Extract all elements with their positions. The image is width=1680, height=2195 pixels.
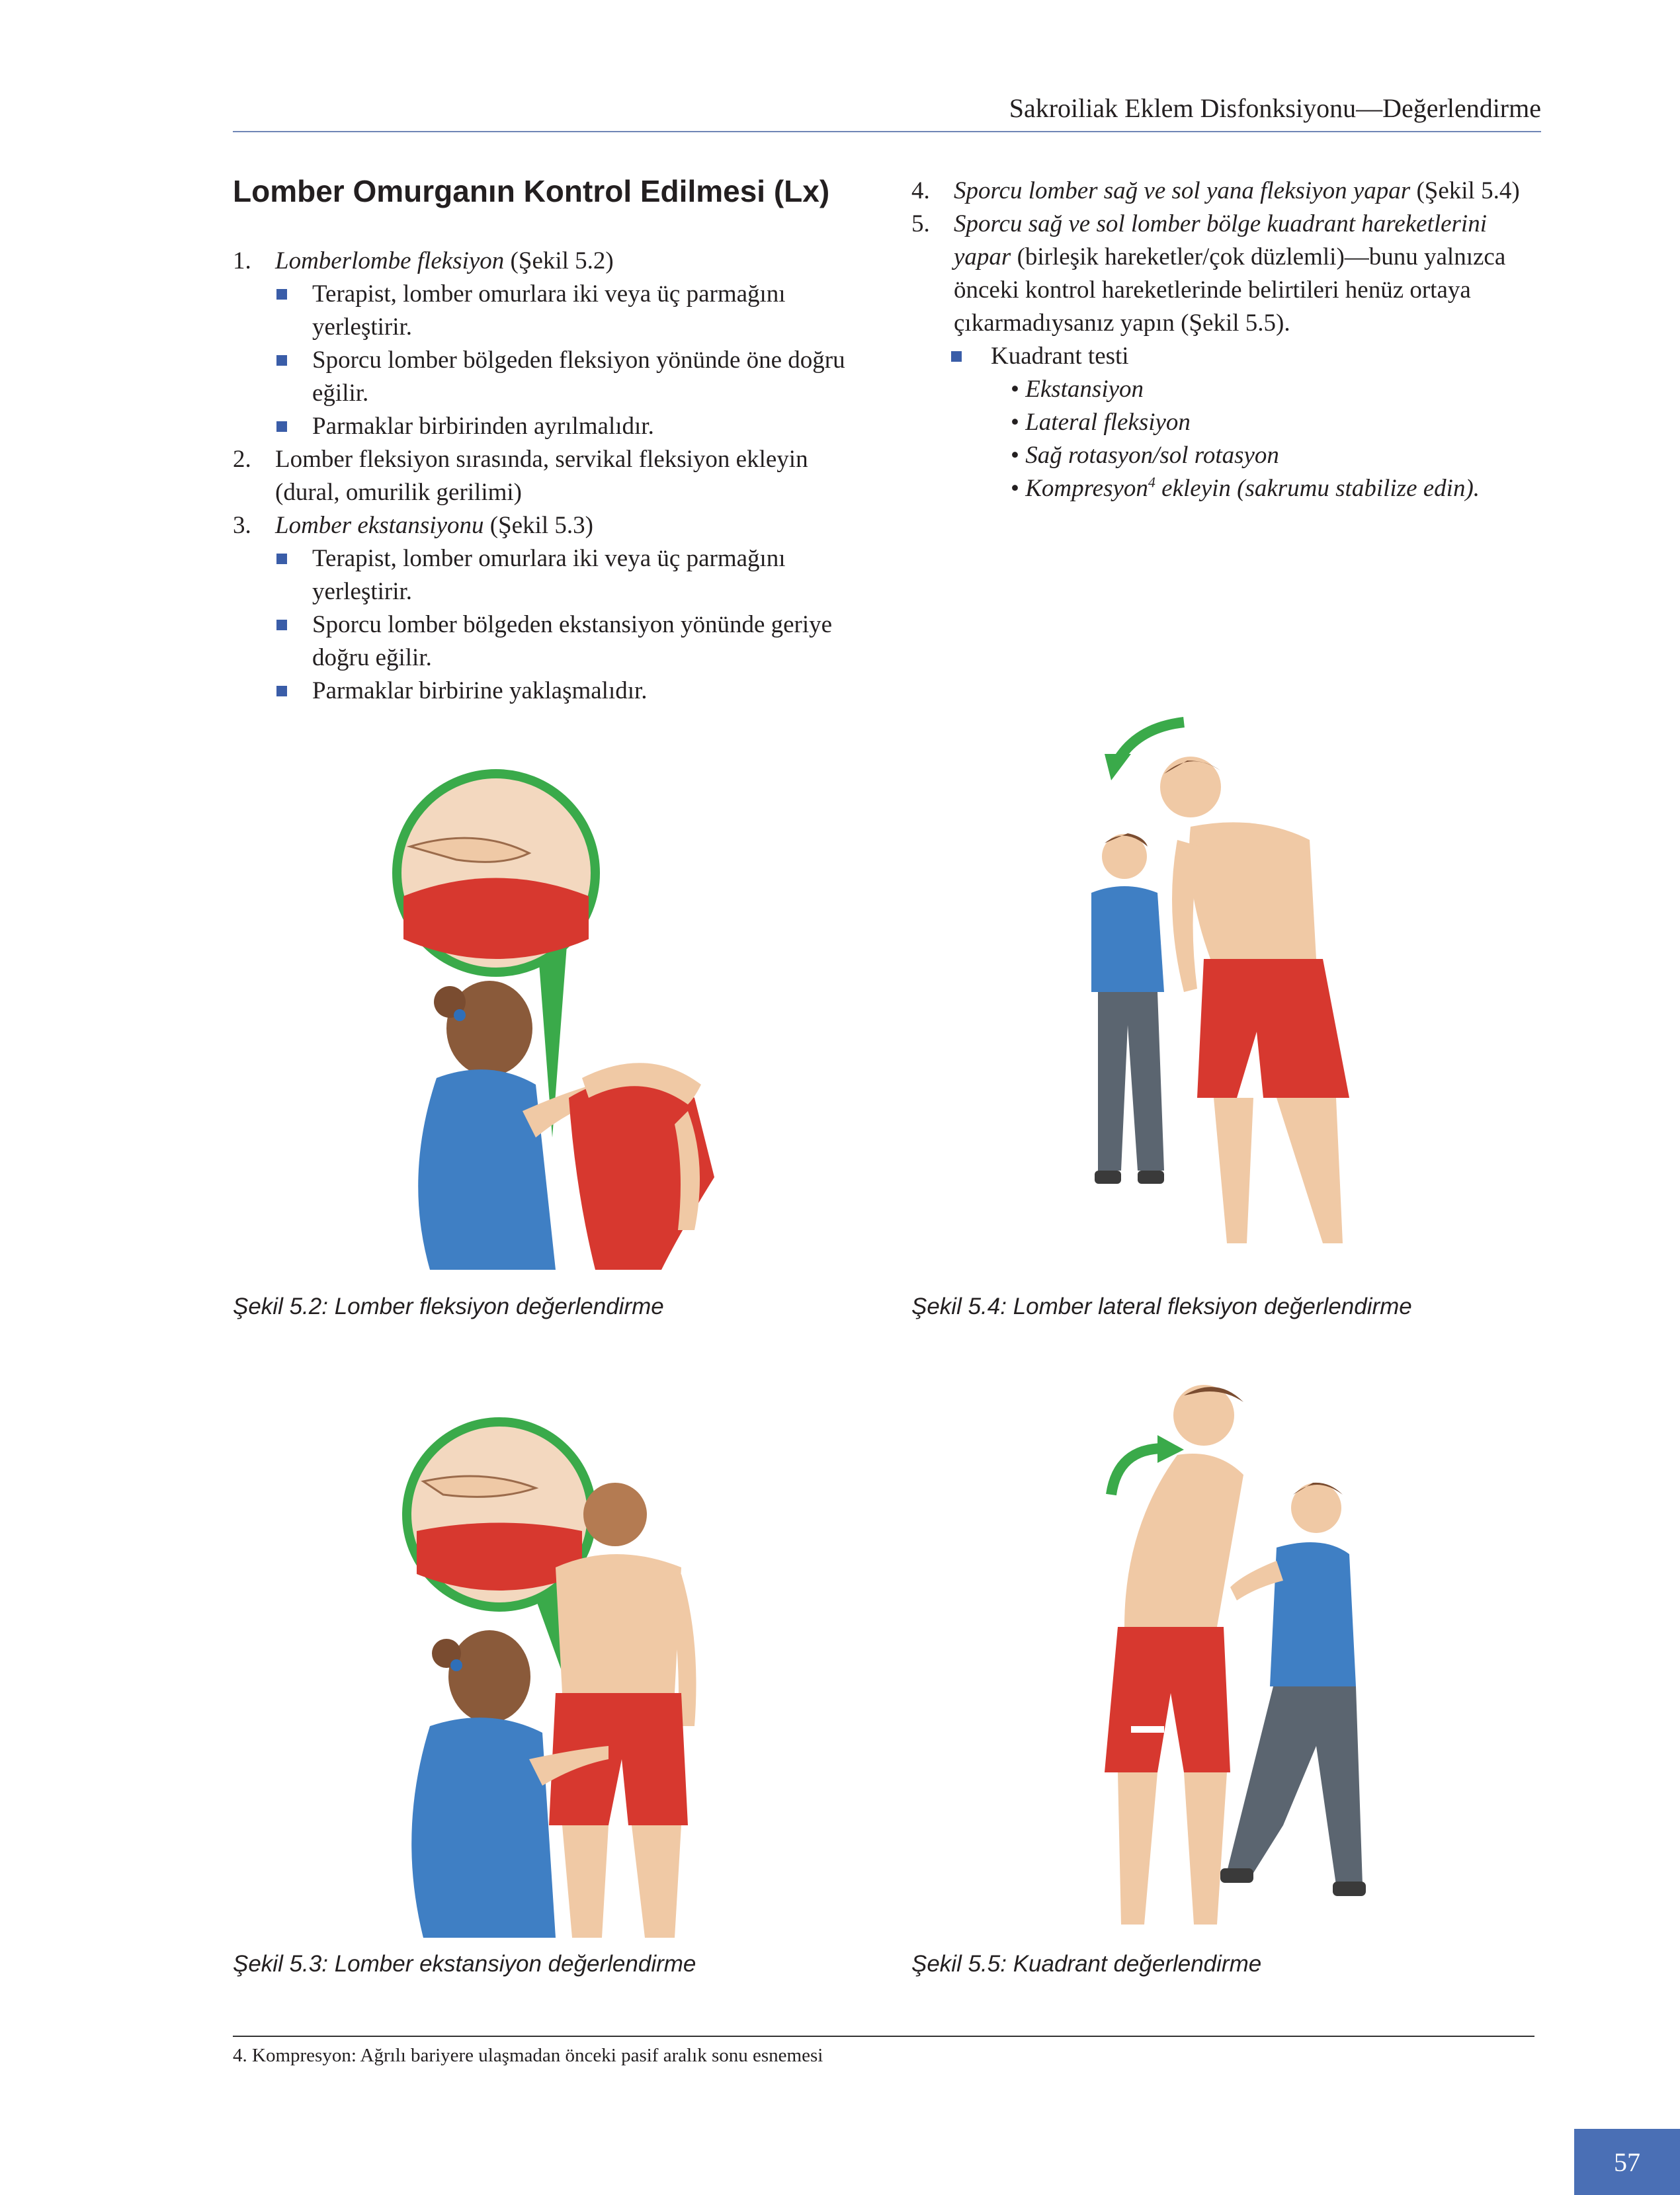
list-number: 1. [233, 247, 251, 274]
list-item-text: (Şekil 5.3) [483, 512, 593, 539]
list-item-emphasis: Lomber ekstansiyonu [275, 512, 484, 539]
footnote-divider [233, 2036, 1534, 2037]
list-item-emphasis: Sporcu lomber sağ ve sol yana fleksiyon yapar [954, 177, 1411, 204]
athlete-arm [1172, 840, 1200, 992]
therapist-head [1291, 1483, 1341, 1533]
running-header: Sakroiliak Eklem Disfonksiyonu—Değerlendirme [1009, 93, 1541, 123]
athlete-shorts [1105, 1627, 1230, 1772]
therapist-shoe [1138, 1171, 1164, 1184]
square-bullet-icon [276, 355, 287, 366]
bullet-text: Parmaklar birbirinden ayrılmalıdır. [312, 413, 654, 440]
athlete-leg [1214, 1098, 1253, 1243]
sub-bullet [911, 373, 1546, 406]
figure-caption-5-5: Şekil 5.5: Kuadrant değerlendirme [911, 1951, 1262, 1977]
figure-caption-5-3: Şekil 5.3: Lomber ekstansiyon değerlendirme [233, 1951, 696, 1977]
dot-bullet-icon: • [1011, 475, 1026, 502]
bullet-text: Sporcu lomber bölgeden ekstansiyon yönünde geriye doğru eğilir. [312, 611, 833, 671]
dot-bullet-icon: • [1011, 409, 1026, 436]
bullet-item [233, 278, 861, 344]
list-number: 2. [233, 446, 251, 473]
footnote-marker: 4 [1148, 474, 1155, 491]
therapist-pants [1098, 992, 1164, 1171]
list-item-5 [911, 208, 1546, 340]
bullet-text: Kuadrant testi [991, 343, 1129, 370]
square-bullet-icon [276, 620, 287, 630]
athlete-head [583, 1483, 647, 1546]
therapist-shirt [411, 1718, 556, 1938]
bullet-item [233, 608, 861, 675]
list-item-text: (birleşik hareketler/çok düzlemli)—bunu yalnızca önceki kontrol hareketlerinde belirtileri henüz ortaya çıkarmadıysanız yapın (Şekil 5.5). [954, 243, 1506, 337]
bullet-item [233, 675, 861, 708]
dot-bullet-icon: • [1011, 376, 1026, 403]
dot-bullet-icon: • [1011, 442, 1026, 469]
arrow-head [1105, 754, 1131, 780]
figure-lumbar-extension-illustration [384, 1415, 728, 1938]
therapist-shoe [1220, 1868, 1253, 1883]
shorts-detail [403, 878, 589, 960]
list-item-3 [233, 509, 861, 542]
square-bullet-icon [951, 351, 962, 362]
figure-quadrant-illustration [1085, 1376, 1402, 1944]
sub-bullet-text: Lateral fleksiyon [1025, 409, 1191, 436]
bullet-item [233, 542, 861, 608]
therapist-shirt [418, 1069, 556, 1270]
athlete-leg [1277, 1098, 1343, 1243]
athlete-leg [562, 1825, 609, 1938]
sub-bullet [911, 472, 1546, 505]
athlete-back [556, 1554, 681, 1693]
square-bullet-icon [276, 289, 287, 300]
shorts-stripe [1131, 1726, 1164, 1733]
sub-bullet-text: Ekstansiyon [1025, 376, 1144, 403]
list-item-1 [233, 245, 861, 278]
figure-lateral-flexion-illustration [1065, 714, 1409, 1270]
section-title: Lomber Omurganın Kontrol Edilmesi (Lx) [233, 174, 830, 208]
sub-bullet [911, 439, 1546, 472]
therapist-shoe [1333, 1882, 1366, 1896]
square-bullet-icon [276, 686, 287, 696]
list-item-2 [233, 443, 861, 509]
bullet-item [911, 340, 1546, 373]
footnote: 4. Kompresyon: Ağrılı bariyere ulaşmadan önceki pasif aralık sonu esnemesi [233, 2045, 823, 2066]
left-text-column [233, 245, 861, 708]
bullet-text: Terapist, lomber omurlara iki veya üç parmağını yerleştirir. [312, 545, 786, 605]
athlete-leg [1184, 1772, 1227, 1925]
therapist-shirt [1270, 1542, 1356, 1686]
list-number: 5. [911, 210, 930, 237]
athlete-leg [1118, 1772, 1157, 1925]
therapist-pants [1227, 1686, 1363, 1885]
figure-lumbar-flexion-illustration [384, 767, 754, 1270]
therapist-shirt [1091, 886, 1164, 992]
page-number-box [1574, 2129, 1680, 2195]
green-arrow-icon [1111, 1448, 1164, 1495]
athlete-torso [1124, 1454, 1243, 1627]
athlete-shorts [1197, 959, 1349, 1098]
sub-bullet-text: ekleyin (sakrumu stabilize edin). [1155, 475, 1480, 502]
bullet-text: Parmaklar birbirine yaklaşmalıdır. [312, 677, 648, 704]
page-number: 57 [1614, 2147, 1640, 2177]
hair-tie [450, 1659, 462, 1671]
figure-caption-5-2: Şekil 5.2: Lomber fleksiyon değerlendirme [233, 1294, 664, 1319]
right-text-column [911, 175, 1546, 505]
hair-tie [454, 1009, 466, 1021]
bullet-item [233, 410, 861, 443]
list-number: 3. [233, 512, 251, 539]
sub-bullet [911, 406, 1546, 439]
list-item-text: (Şekil 5.4) [1410, 177, 1520, 204]
figure-caption-5-4: Şekil 5.4: Lomber lateral fleksiyon değerlendirme [911, 1294, 1412, 1319]
therapist-head [448, 1630, 530, 1723]
bullet-text: Terapist, lomber omurlara iki veya üç parmağını yerleştirir. [312, 280, 786, 341]
athlete-head [1173, 1385, 1234, 1446]
athlete-head [1160, 757, 1221, 817]
athlete-leg [632, 1825, 681, 1938]
list-number: 4. [911, 177, 930, 204]
bullet-item [233, 344, 861, 410]
sub-bullet-text: Sağ rotasyon/sol rotasyon [1025, 442, 1279, 469]
square-bullet-icon [276, 421, 287, 432]
list-item-text: (Şekil 5.2) [504, 247, 614, 274]
bullet-text: Sporcu lomber bölgeden fleksiyon yönünde öne doğru eğilir. [312, 347, 845, 407]
sub-bullet-text: Kompresyon [1025, 475, 1148, 502]
list-item-emphasis: Sporcu sağ ve sol lomber bölge kuadrant hareketlerini yapar [954, 210, 1487, 270]
athlete-torso [1189, 822, 1316, 959]
list-item-text: Lomber fleksiyon sırasında, servikal fleksiyon ekleyin (dural, omurilik gerilimi) [275, 446, 808, 506]
list-item-emphasis: Lomberlombe fleksiyon [275, 247, 505, 274]
therapist-shoe [1095, 1171, 1121, 1184]
list-item-4 [911, 175, 1546, 208]
header-divider [233, 131, 1541, 132]
square-bullet-icon [276, 554, 287, 564]
